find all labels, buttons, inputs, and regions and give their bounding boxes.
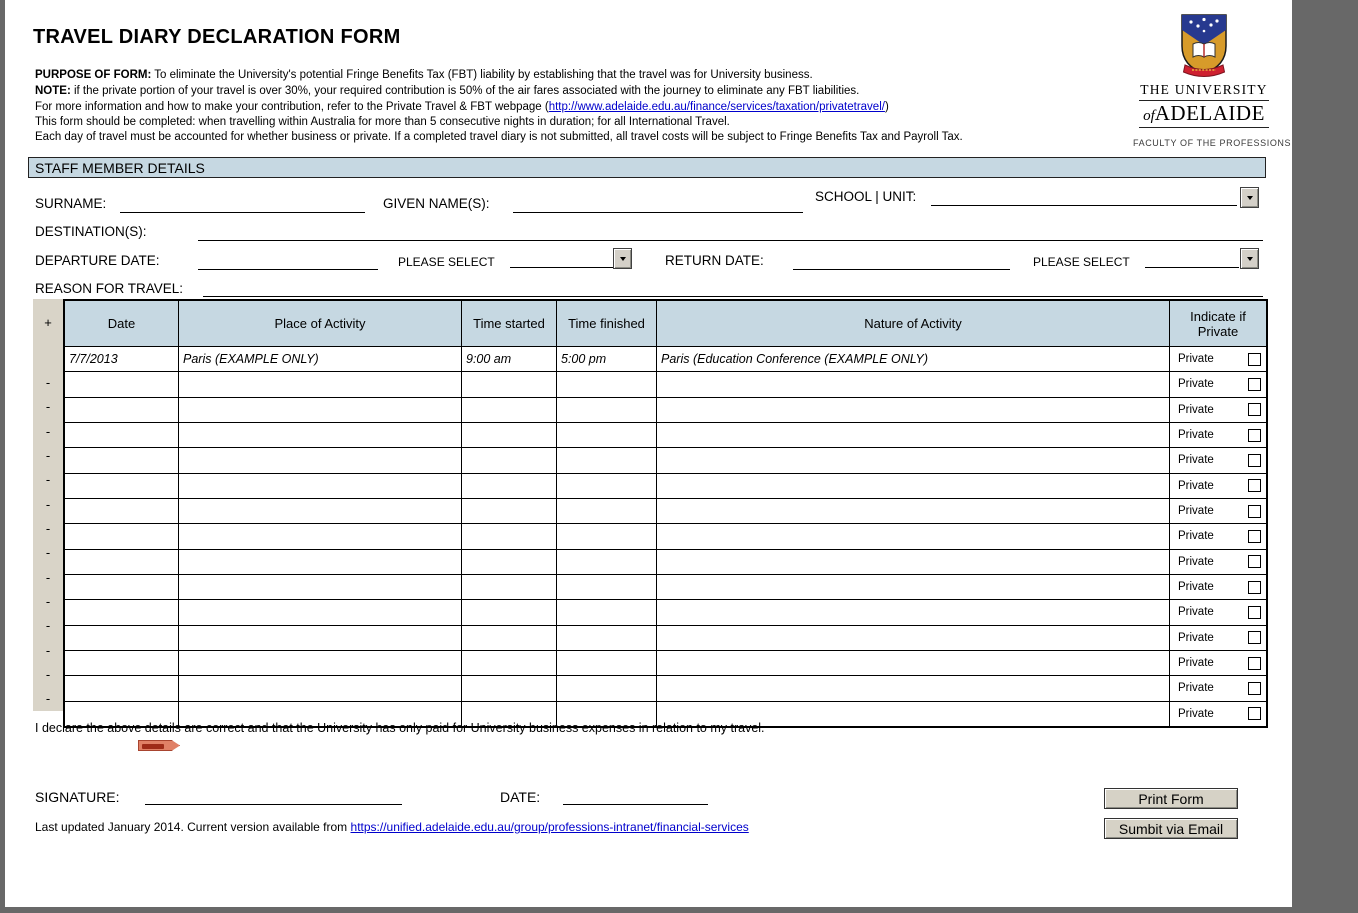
return-date-label: RETURN DATE: — [665, 253, 764, 268]
print-form-button[interactable]: Print Form — [1104, 788, 1238, 809]
time-started-cell[interactable] — [462, 474, 557, 498]
chevron-down-icon — [1247, 257, 1253, 261]
table-row — [65, 474, 1266, 499]
private-cell — [1170, 398, 1266, 422]
school-unit-dropdown[interactable] — [1240, 187, 1259, 208]
date-cell[interactable]: 7/7/2013 — [65, 347, 179, 371]
note-line: NOTE: if the private portion of your travel is over 30%, your required contribution is 50% of the air fares associated with the journey to eliminate any FBT liabilities. — [35, 85, 860, 97]
return-date-input[interactable] — [793, 253, 1010, 270]
add-row-button[interactable]: + — [44, 315, 52, 330]
private-cell — [1170, 448, 1266, 472]
logo-the-university: THE UNIVERSITY — [1139, 82, 1269, 101]
place-cell[interactable] — [179, 651, 462, 675]
nature-cell[interactable] — [657, 448, 1170, 472]
private-label: Private — [1178, 555, 1214, 568]
date-cell[interactable] — [65, 575, 179, 599]
destination-input[interactable] — [198, 224, 1263, 241]
current-version-link[interactable]: https://unified.adelaide.edu.au/group/professions-intranet/financial-services — [350, 820, 749, 834]
annotation-text — [142, 744, 164, 749]
nature-cell[interactable] — [657, 499, 1170, 523]
given-names-input[interactable] — [513, 196, 803, 213]
date-cell[interactable] — [65, 499, 179, 523]
row-controls-gutter — [33, 299, 63, 711]
private-label: Private — [1178, 429, 1214, 442]
time-started-cell[interactable]: 9:00 am — [462, 347, 557, 371]
table-row — [65, 448, 1266, 473]
given-names-label: GIVEN NAME(S): — [383, 196, 490, 211]
chevron-down-icon — [620, 257, 626, 261]
school-unit-label: SCHOOL | UNIT: — [815, 189, 917, 204]
remove-row-button[interactable]: - — [45, 496, 51, 512]
place-cell[interactable] — [179, 499, 462, 523]
reason-for-travel-input[interactable] — [203, 280, 1263, 297]
time-finished-cell[interactable] — [557, 651, 657, 675]
departure-date-input[interactable] — [198, 253, 378, 270]
note-label: NOTE: — [35, 85, 71, 97]
school-unit-input[interactable] — [931, 189, 1237, 206]
column-header: Time started — [462, 301, 557, 346]
time-finished-cell[interactable] — [557, 423, 657, 447]
time-started-cell[interactable] — [462, 448, 557, 472]
place-cell[interactable] — [179, 550, 462, 574]
time-started-cell[interactable] — [462, 575, 557, 599]
time-started-cell[interactable] — [462, 651, 557, 675]
departure-select-dropdown[interactable] — [613, 248, 632, 269]
nature-cell[interactable] — [657, 651, 1170, 675]
place-cell[interactable] — [179, 676, 462, 700]
remove-row-button[interactable]: - — [45, 642, 51, 658]
return-please-select-label: PLEASE SELECT — [1033, 255, 1130, 269]
private-cell — [1170, 600, 1266, 624]
private-label: Private — [1178, 581, 1214, 594]
last-updated-note: Last updated January 2014. Current version available from https://unified.adelaide.edu.au/group/professions-intranet/financial-services — [35, 820, 749, 834]
nature-cell[interactable] — [657, 372, 1170, 396]
time-finished-cell[interactable]: 5:00 pm — [557, 347, 657, 371]
private-checkbox[interactable] — [1248, 606, 1261, 619]
private-label: Private — [1178, 657, 1214, 670]
time-started-cell[interactable] — [462, 676, 557, 700]
nature-cell[interactable]: Paris (Education Conference (EXAMPLE ONLY) — [657, 347, 1170, 371]
time-started-cell[interactable] — [462, 372, 557, 396]
private-cell — [1170, 423, 1266, 447]
university-logo — [1133, 14, 1292, 148]
place-cell[interactable] — [179, 423, 462, 447]
private-label: Private — [1178, 454, 1214, 467]
remove-row-button[interactable]: - — [45, 374, 51, 390]
private-checkbox[interactable] — [1248, 378, 1261, 391]
surname-label: SURNAME: — [35, 196, 107, 211]
place-cell[interactable] — [179, 372, 462, 396]
private-cell — [1170, 524, 1266, 548]
private-checkbox[interactable] — [1248, 403, 1261, 416]
time-finished-cell[interactable] — [557, 524, 657, 548]
nature-cell[interactable] — [657, 626, 1170, 650]
date-cell[interactable] — [65, 474, 179, 498]
table-row — [65, 575, 1266, 600]
form-page — [5, 0, 1292, 907]
logo-faculty: FACULTY OF THE PROFESSIONS — [1133, 138, 1292, 148]
nature-cell[interactable] — [657, 550, 1170, 574]
remove-row-button[interactable]: - — [45, 545, 51, 561]
date-cell[interactable] — [65, 626, 179, 650]
place-cell[interactable] — [179, 448, 462, 472]
place-cell[interactable] — [179, 626, 462, 650]
time-finished-cell[interactable] — [557, 575, 657, 599]
purpose-label: PURPOSE OF FORM: — [35, 69, 152, 81]
column-header: Place of Activity — [179, 301, 462, 346]
date-cell[interactable] — [65, 550, 179, 574]
purpose-line: PURPOSE OF FORM: To eliminate the University's potential Fringe Benefits Tax (FBT) liability by establishing that the travel was for University business. — [35, 69, 813, 81]
time-finished-cell[interactable] — [557, 448, 657, 472]
time-started-cell[interactable] — [462, 524, 557, 548]
departure-select-input[interactable] — [510, 251, 613, 268]
fbt-webpage-link[interactable]: http://www.adelaide.edu.au/finance/services/taxation/privatetravel/ — [548, 101, 885, 113]
table-row — [65, 347, 1266, 372]
private-label: Private — [1178, 707, 1214, 720]
place-cell[interactable] — [179, 600, 462, 624]
nature-cell[interactable] — [657, 575, 1170, 599]
table-row — [65, 626, 1266, 651]
reason-for-travel-label: REASON FOR TRAVEL: — [35, 281, 184, 296]
remove-row-button[interactable]: - — [45, 520, 51, 536]
remove-row-button[interactable]: - — [45, 399, 51, 415]
private-cell — [1170, 702, 1266, 726]
date-cell[interactable] — [65, 524, 179, 548]
place-cell[interactable] — [179, 398, 462, 422]
private-checkbox[interactable] — [1248, 479, 1261, 492]
private-checkbox[interactable] — [1248, 505, 1261, 518]
departure-please-select-label: PLEASE SELECT — [398, 255, 495, 269]
remove-row-button[interactable]: - — [45, 472, 51, 488]
private-checkbox[interactable] — [1248, 555, 1261, 568]
remove-row-button[interactable]: - — [45, 691, 51, 707]
table-row — [65, 372, 1266, 397]
time-finished-cell[interactable] — [557, 626, 657, 650]
private-checkbox[interactable] — [1248, 530, 1261, 543]
staff-details-header: STAFF MEMBER DETAILS — [28, 157, 1266, 178]
time-finished-cell[interactable] — [557, 372, 657, 396]
column-header: Nature of Activity — [657, 301, 1170, 346]
private-label: Private — [1178, 403, 1214, 416]
remove-row-button[interactable]: - — [45, 618, 51, 634]
private-cell — [1170, 347, 1266, 371]
nature-cell[interactable] — [657, 398, 1170, 422]
column-header: Time finished — [557, 301, 657, 346]
logo-adelaide: ofADELAIDE — [1139, 101, 1269, 128]
table-row — [65, 524, 1266, 549]
annotation-marker[interactable] — [138, 740, 180, 751]
gutter-spacer — [33, 346, 63, 370]
time-started-cell[interactable] — [462, 398, 557, 422]
time-finished-cell[interactable] — [557, 474, 657, 498]
date-cell[interactable] — [65, 651, 179, 675]
private-cell — [1170, 626, 1266, 650]
table-row — [65, 550, 1266, 575]
table-row — [65, 423, 1266, 448]
private-cell — [1170, 651, 1266, 675]
private-checkbox[interactable] — [1248, 682, 1261, 695]
destination-label: DESTINATION(S): — [35, 224, 147, 239]
remove-row-button[interactable]: - — [45, 593, 51, 609]
private-cell — [1170, 474, 1266, 498]
accountability-line: Each day of travel must be accounted for whether business or private. If a completed travel diary is not submitted, all travel costs will be subject to Fringe Benefits Tax and Payroll Tax. — [35, 131, 963, 143]
time-finished-cell[interactable] — [557, 499, 657, 523]
private-cell — [1170, 499, 1266, 523]
place-cell[interactable] — [179, 474, 462, 498]
private-label: Private — [1178, 378, 1214, 391]
table-row — [65, 651, 1266, 676]
time-finished-cell[interactable] — [557, 398, 657, 422]
private-checkbox[interactable] — [1248, 707, 1261, 720]
table-row — [65, 676, 1266, 701]
date-cell[interactable] — [65, 423, 179, 447]
private-checkbox[interactable] — [1248, 581, 1261, 594]
private-checkbox[interactable] — [1248, 657, 1261, 670]
university-crest-icon — [1180, 14, 1228, 78]
date-cell[interactable] — [65, 372, 179, 396]
date-cell[interactable] — [65, 398, 179, 422]
private-checkbox[interactable] — [1248, 429, 1261, 442]
departure-date-label: DEPARTURE DATE: — [35, 253, 160, 268]
private-checkbox[interactable] — [1248, 631, 1261, 644]
remove-row-button[interactable]: - — [45, 447, 51, 463]
private-label: Private — [1178, 505, 1214, 518]
private-cell — [1170, 372, 1266, 396]
time-started-cell[interactable] — [462, 499, 557, 523]
return-select-dropdown[interactable] — [1240, 248, 1259, 269]
time-started-cell[interactable] — [462, 550, 557, 574]
table-header-row — [65, 301, 1266, 347]
date-label: DATE: — [500, 789, 541, 805]
date-cell[interactable] — [65, 600, 179, 624]
private-cell — [1170, 676, 1266, 700]
chevron-down-icon — [1247, 196, 1253, 200]
place-cell[interactable]: Paris (EXAMPLE ONLY) — [179, 347, 462, 371]
date-cell[interactable] — [65, 448, 179, 472]
table-row — [65, 600, 1266, 625]
time-finished-cell[interactable] — [557, 600, 657, 624]
private-label: Private — [1178, 530, 1214, 543]
nature-cell[interactable] — [657, 600, 1170, 624]
private-label: Private — [1178, 606, 1214, 619]
private-label: Private — [1178, 682, 1214, 695]
info-line: For more information and how to make your contribution, refer to the Private Travel & FBT webpage (http://www.adelaide.edu.au/finance/services/taxation/privatetravel/) — [35, 101, 889, 113]
private-checkbox[interactable] — [1248, 353, 1261, 366]
signature-label: SIGNATURE: — [35, 789, 120, 805]
return-select-input[interactable] — [1145, 251, 1239, 268]
nature-cell[interactable] — [657, 524, 1170, 548]
private-cell — [1170, 550, 1266, 574]
date-cell[interactable] — [65, 676, 179, 700]
page-title: TRAVEL DIARY DECLARATION FORM — [33, 26, 401, 48]
date-input[interactable] — [563, 788, 708, 805]
private-checkbox[interactable] — [1248, 454, 1261, 467]
remove-row-button[interactable]: - — [45, 666, 51, 682]
submit-via-email-button[interactable]: Sumbit via Email — [1104, 818, 1238, 839]
time-finished-cell[interactable] — [557, 676, 657, 700]
surname-input[interactable] — [120, 196, 365, 213]
column-header: Date — [65, 301, 179, 346]
place-cell[interactable] — [179, 575, 462, 599]
table-row — [65, 499, 1266, 524]
private-label: Private — [1178, 631, 1214, 644]
column-header: Indicate if Private — [1190, 308, 1246, 339]
signature-input[interactable] — [145, 788, 402, 805]
nature-cell[interactable] — [657, 474, 1170, 498]
travel-diary-table — [63, 299, 1268, 728]
completion-line: This form should be completed: when travelling within Australia for more than 5 consecutive nights in duration; for all International Travel. — [35, 116, 730, 128]
table-row — [65, 398, 1266, 423]
time-finished-cell[interactable] — [557, 550, 657, 574]
time-started-cell[interactable] — [462, 423, 557, 447]
declaration-text: I declare the above details are correct and that the University has only paid for University business expenses in relation to my travel. — [35, 721, 765, 735]
private-cell — [1170, 575, 1266, 599]
remove-row-button[interactable]: - — [45, 423, 51, 439]
time-started-cell[interactable] — [462, 600, 557, 624]
remove-row-button[interactable]: - — [45, 569, 51, 585]
place-cell[interactable] — [179, 524, 462, 548]
private-label: Private — [1178, 353, 1214, 366]
nature-cell[interactable] — [657, 676, 1170, 700]
time-started-cell[interactable] — [462, 626, 557, 650]
private-label: Private — [1178, 479, 1214, 492]
nature-cell[interactable] — [657, 423, 1170, 447]
